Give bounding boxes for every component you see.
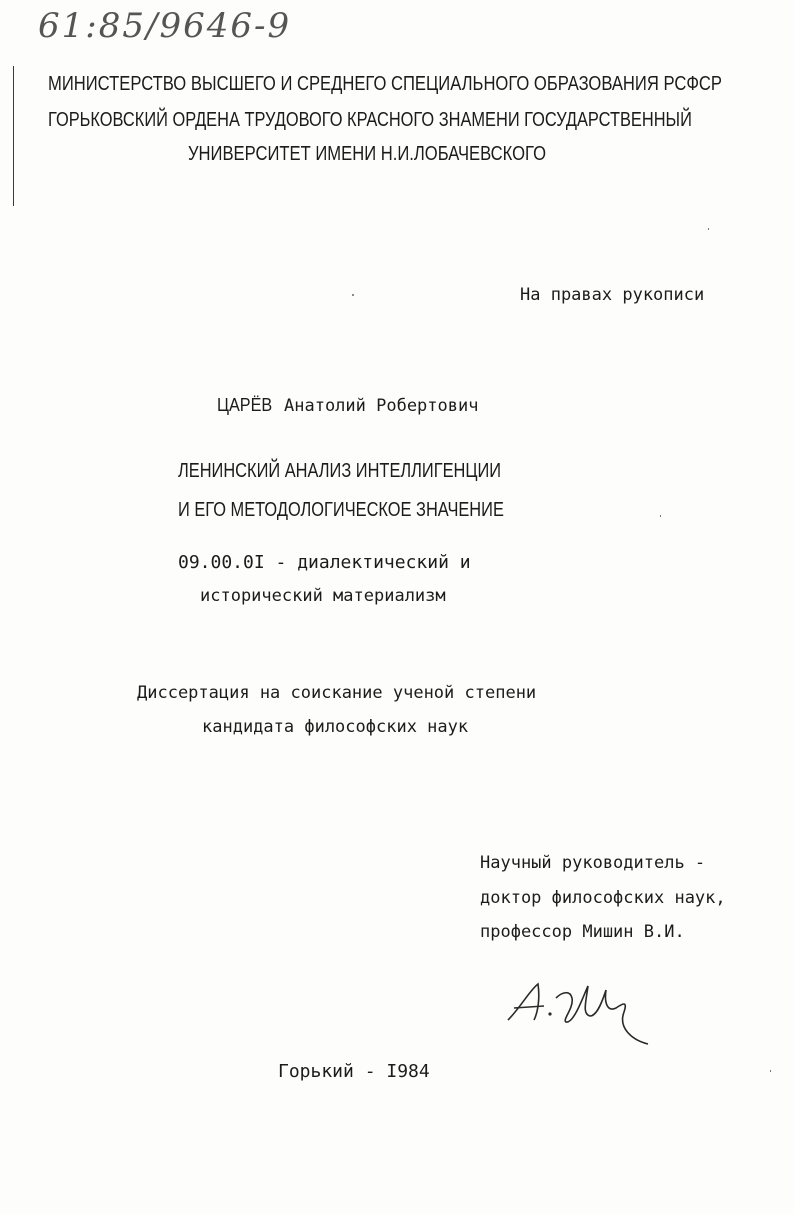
- thesis-title-line-1: ЛЕНИНСКИЙ АНАЛИЗ ИНТЕЛЛИГЕНЦИИ: [178, 460, 502, 482]
- specialty-line-2: исторический материализм: [200, 586, 446, 606]
- paper-speck: [660, 515, 661, 517]
- author-surname: ЦАРЁВ: [217, 395, 273, 415]
- paper-speck: [770, 1070, 771, 1072]
- author-given-names: Анатолий Робертович: [284, 396, 479, 416]
- archive-handwritten-note: 61:85/9646-9: [38, 6, 292, 46]
- university-line-2: УНИВЕРСИТЕТ ИМЕНИ Н.И.ЛОБАЧЕВСКОГО: [188, 143, 547, 165]
- specialty-line-1: 09.00.0I - диалектический и: [178, 552, 471, 573]
- supervisor-name: профессор Мишин В.И.: [480, 922, 685, 942]
- university-line-1: ГОРЬКОВСКИЙ ОРДЕНА ТРУДОВОГО КРАСНОГО ЗНАМЕНИ ГОСУДАРСТВЕННЫЙ: [48, 109, 692, 131]
- thesis-title-line-2: И ЕГО МЕТОДОЛОГИЧЕСКОЕ ЗНАЧЕНИЕ: [178, 499, 504, 521]
- ministry-line: МИНИСТЕРСТВО ВЫСШЕГО И СРЕДНЕГО СПЕЦИАЛЬНОГО ОБРАЗОВАНИЯ РСФСР: [48, 73, 722, 95]
- degree-line-2: кандидата философских наук: [202, 717, 469, 737]
- paper-speck: [352, 294, 354, 296]
- margin-rule: [13, 66, 14, 206]
- place-and-year: Горький - I984: [278, 1061, 430, 1082]
- paper-speck: [708, 228, 709, 230]
- rights-note: На правах рукописи: [520, 285, 705, 305]
- supervisor-degree: доктор философских наук,: [480, 888, 726, 908]
- degree-line-1: Диссертация на соискание ученой степени: [137, 683, 537, 703]
- author-name: [217, 396, 478, 415]
- signature: [500, 968, 660, 1058]
- supervisor-role: Научный руководитель -: [480, 853, 706, 873]
